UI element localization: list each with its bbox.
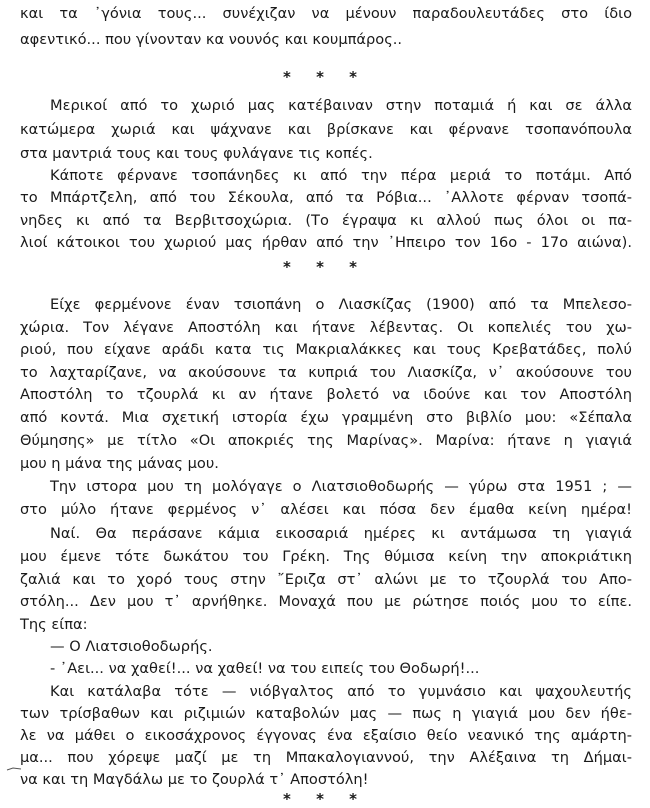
text-line: Είχε φερμένονε έναν τσιοπάνη ο Λιασκίζας (1900) από τα Μπελεσο- bbox=[50, 296, 632, 313]
text-line: να και τη Μαγδάλω με το ζουρλά τ᾿ Αποστόλη! bbox=[20, 771, 369, 788]
text-line: Την ιστορα μου τη μολόγαγε ο Λιατσιοθοδωρής — γύρω στα 1951 ; — bbox=[50, 478, 632, 495]
text-line: Ναί. Θα περάσανε κάμια εικοσαριά ημέρες κι αντάμωσα τη γιαγιά bbox=[50, 525, 632, 542]
text-line: λε να μάθει ο εικοσάχρονος έγγονας ένα εξαίσιο θείο νεανικό της αμάρτη- bbox=[20, 727, 632, 744]
dialogue-line: - ᾿Αει... να χαθεί!... να χαθεί! να του ειπείς του Θοδωρή!... bbox=[50, 660, 480, 677]
section-separator: * * * bbox=[283, 68, 367, 86]
text-line: και τα ᾿γόνια τους... συνέχιζαν να μένουν παραδουλευτάδες στο ίδιο bbox=[20, 5, 632, 22]
text-line: νηδες κι από τα Βερβιτσοχώρια. (Το έγραψα κι αλλού πως όλοι οι πα- bbox=[20, 212, 632, 229]
text-line: χώρια. Τον λέγανε Αποστόλη και ήτανε λέβεντας. Οι κοπελιές του χω- bbox=[20, 319, 632, 336]
text-line: Κάποτε φέρνανε τσοπάνηδες κι από την πέρα μεριά το ποτάμι. Από bbox=[50, 167, 632, 184]
text-line: στα μαντριά τους και τους φυλάγανε τις κοπές. bbox=[20, 145, 373, 162]
scan-mark-icon bbox=[6, 764, 22, 772]
text-line: των τρίσβαθων και ριζιμιών καταβολών μας — πως η γιαγιά μου δεν ήθε- bbox=[20, 705, 632, 722]
text-line: στο μύλο ήτανε φερμένος ν᾿ αλέσει και πόσα δεν έμαθα κείνη ημέρα! bbox=[20, 501, 632, 518]
text-line: από κοντά. Μια σχετική ιστορία έχω γραμμένη στο βιβλίο μου: «Σέπαλα bbox=[20, 409, 632, 426]
text-line: Αποστόλη το τζουρλά κι αν ήτανε βολετό να ιδούνε και τον Αποστόλη bbox=[20, 386, 632, 403]
text-line: κατώμερα χωριά και ψάχνανε και βρίσκανε και φέρνανε τσοπανόπουλα bbox=[20, 121, 632, 138]
text-line: μα... που χόρεψε μαζί με τη Μπακαλογιαννού, την Αλέξαινα τη Δήμαι- bbox=[20, 749, 632, 766]
text-line: ζαλιά και το χορό τους στην ῎Εριζα στ᾿ αλώνι με το τζουρλά του Απο- bbox=[20, 571, 632, 588]
text-line: Μερικοί από το χωριό μας κατέβαιναν στην ποταμιά ή και σε άλλα bbox=[50, 97, 632, 114]
text-line: μου η μάνα της μάνας μου. bbox=[20, 455, 219, 472]
text-line: μου έμενε τότε δωκάτου του Γρέκη. Της θύμισα κείνη την αποκριάτικη bbox=[20, 548, 632, 565]
text-line: Θύμησης» με τίτλο «Οι αποκριές της Μαρίνας». Μαρίνα: ήτανε η γιαγιά bbox=[20, 432, 632, 449]
text-line: στόλη... Δεν μου τ᾿ αρνήθηκε. Μοναχά που με ρώτησε ποιός μου το είπε. bbox=[20, 593, 632, 610]
text-line: αφεντικό... που γίνονταν κα νουνός και κουμπάρος.. bbox=[20, 31, 403, 48]
text-line: το Μπάρτζελη, από του Σέκουλα, από τα Ρόβια... ᾿Αλλοτε φέρναν τσοπά- bbox=[20, 189, 632, 206]
text-line: το λαχταρίζανε, να ακούσουνε τα κυπριά του Λιασκίζα, ν᾿ ακούσουνε του bbox=[20, 364, 632, 381]
text-line: λιοί κάτοικοι του χωριού μας ήρθαν από την ᾿Ηπειρο τον 16ο - 17ο αιώνα). bbox=[20, 234, 632, 251]
section-separator: * * * bbox=[283, 790, 367, 808]
section-separator: * * * bbox=[283, 258, 367, 276]
text-line: ριού, που είχανε αράδι κατα τις Μακριαλάκκες και τους Κρεβατάδες, πολύ bbox=[20, 341, 632, 358]
text-line: Και κατάλαβα τότε — νιόβγαλτος από το γυμνάσιο και ψαχουλευτής bbox=[50, 683, 632, 700]
text-line: Της είπα: bbox=[20, 616, 88, 633]
dialogue-line: — Ο Λιατσιοθοδωρής. bbox=[50, 638, 213, 655]
